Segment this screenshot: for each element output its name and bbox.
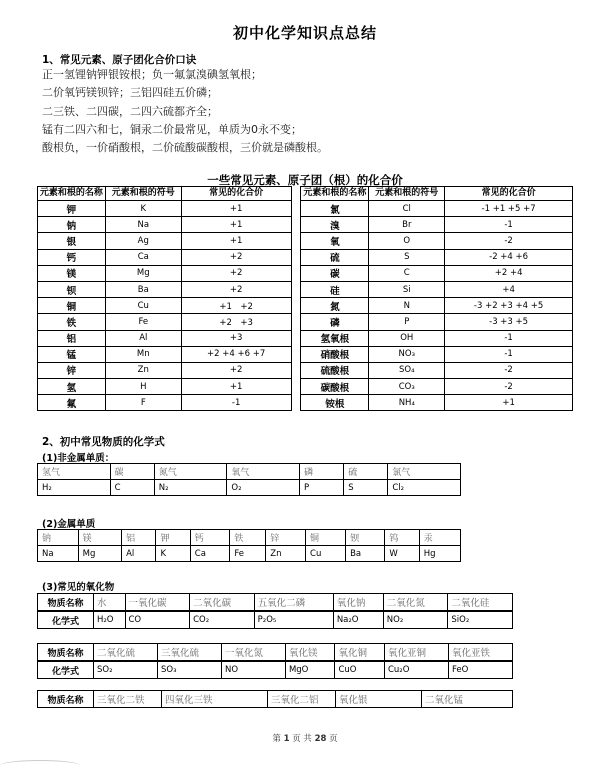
element-name: 硫酸根 xyxy=(301,362,369,378)
section1-heading: 1、常见元素、原子团化合价口诀 xyxy=(42,54,197,66)
element-name: 钡 xyxy=(38,281,106,297)
oxide-name: 二氧化氮 xyxy=(383,594,448,612)
table-gap xyxy=(291,233,301,249)
element-valence: +2 xyxy=(181,249,291,265)
oxide-formula: SO₂ xyxy=(94,661,158,679)
chemical-formula: Cl₂ xyxy=(388,480,461,496)
chemical-formula: S xyxy=(344,480,388,496)
page-number: 1 xyxy=(283,734,290,744)
header-name: 元素和根的名称 xyxy=(38,187,106,201)
table-row xyxy=(38,362,573,378)
metal-table xyxy=(37,529,461,562)
substance-name: 铝 xyxy=(122,530,156,546)
element-name: 铝 xyxy=(38,330,106,346)
table-gap xyxy=(291,346,301,362)
substance-name: 氢气 xyxy=(38,464,111,480)
element-valence: +2 +4 +6 +7 xyxy=(181,346,291,362)
header-valence: 常见的化合价 xyxy=(181,187,291,201)
element-name: 钾 xyxy=(38,201,106,217)
row-header: 物质名称 xyxy=(38,691,94,708)
element-valence: -1 xyxy=(445,217,573,233)
oxide-name: 氧化银 xyxy=(336,691,422,708)
element-valence: +1 xyxy=(181,201,291,217)
oxide-formula: P₂O₅ xyxy=(254,611,333,629)
element-name: 氧 xyxy=(301,233,369,249)
element-name: 硫 xyxy=(301,249,369,265)
nonmetal-table xyxy=(37,463,461,496)
substance-name: 碳 xyxy=(110,464,154,480)
header-name: 元素和根的名称 xyxy=(301,187,369,201)
table-row xyxy=(38,249,573,265)
chemical-formula: Hg xyxy=(419,546,460,562)
chemical-formula: O₂ xyxy=(227,480,300,496)
chemical-formula: Fe xyxy=(230,546,266,562)
oxide-formula: H₂O xyxy=(94,611,126,629)
element-symbol: Fe xyxy=(105,314,181,330)
chemical-formula: Na xyxy=(38,546,79,562)
oxide-table-2 xyxy=(37,643,513,679)
oxide-name: 氧化钠 xyxy=(333,594,383,612)
element-symbol: Ag xyxy=(105,233,181,249)
element-symbol: C xyxy=(369,265,445,281)
element-valence: -3 +2 +3 +4 +5 xyxy=(445,298,573,314)
element-name: 铜 xyxy=(38,298,106,314)
table-row xyxy=(38,298,573,314)
element-symbol: Al xyxy=(105,330,181,346)
element-name: 磷 xyxy=(301,314,369,330)
oxide-formula: CO xyxy=(125,611,190,629)
table-row xyxy=(38,217,573,233)
element-name: 钙 xyxy=(38,249,106,265)
chemical-formula: Zn xyxy=(266,546,306,562)
table-gap xyxy=(291,379,301,395)
oxide-name: 三氧化二铝 xyxy=(268,691,336,708)
oxide-formula: Na₂O xyxy=(333,611,383,629)
table-row xyxy=(38,265,573,281)
table-gap xyxy=(291,187,301,201)
oxide-formula: SiO₂ xyxy=(448,611,513,629)
valence-table-title: 一些常见元素、原子团（根）的化合价 xyxy=(207,173,403,187)
chemical-formula: Ba xyxy=(346,546,385,562)
element-symbol: NO₃ xyxy=(369,346,445,362)
substance-name: 钨 xyxy=(385,530,419,546)
element-valence: -2 +4 +6 xyxy=(445,249,573,265)
element-symbol: NH₄ xyxy=(369,395,445,411)
oxide-name: 二氧化硅 xyxy=(448,594,513,612)
element-valence: +2 xyxy=(181,281,291,297)
table-row xyxy=(38,330,573,346)
table-row xyxy=(38,346,573,362)
oxide-table-1 xyxy=(37,593,513,629)
element-valence: +1 xyxy=(181,217,291,233)
substance-name: 钙 xyxy=(190,530,230,546)
chemical-formula: C xyxy=(110,480,154,496)
footer-prefix: 第 xyxy=(272,734,281,744)
element-symbol: K xyxy=(105,201,181,217)
element-valence: +1 xyxy=(181,233,291,249)
element-name: 硅 xyxy=(301,281,369,297)
oxide-name: 氧化铜 xyxy=(335,644,385,662)
oxide-formula: Cu₂O xyxy=(384,661,448,679)
oxide-formula: NO₂ xyxy=(383,611,448,629)
oxide-formula: CO₂ xyxy=(190,611,255,629)
chemical-formula: K xyxy=(156,546,190,562)
chemical-formula: Ca xyxy=(190,546,230,562)
footer-suffix: 页 xyxy=(329,734,338,744)
element-symbol: Na xyxy=(105,217,181,233)
oxide-name: 四氧化三铁 xyxy=(162,691,268,708)
substance-name: 镁 xyxy=(78,530,121,546)
element-valence: -1 +1 +5 +7 xyxy=(445,201,573,217)
substance-name: 氮气 xyxy=(154,464,227,480)
element-name: 锰 xyxy=(38,346,106,362)
element-symbol: Cu xyxy=(105,298,181,314)
element-symbol: P xyxy=(369,314,445,330)
element-valence: -2 xyxy=(445,362,573,378)
element-symbol: S xyxy=(369,249,445,265)
element-name: 铁 xyxy=(38,314,106,330)
header-symbol: 元素和根的符号 xyxy=(105,187,181,201)
table-row xyxy=(38,314,573,330)
chemical-formula: Al xyxy=(122,546,156,562)
table-row xyxy=(38,281,573,297)
table-gap xyxy=(291,217,301,233)
rhyme-line: 二三铁、二四碳，二四六硫都齐全； xyxy=(42,104,218,118)
element-name: 氟 xyxy=(38,395,106,411)
element-symbol: Br xyxy=(369,217,445,233)
element-symbol: Si xyxy=(369,281,445,297)
row-header: 化学式 xyxy=(38,661,94,679)
page-title: 初中化学知识点总结 xyxy=(232,24,377,42)
oxide-formula: MgO xyxy=(285,661,335,679)
table-row xyxy=(38,201,573,217)
element-name: 溴 xyxy=(301,217,369,233)
element-symbol: OH xyxy=(369,330,445,346)
substance-name: 氯气 xyxy=(388,464,461,480)
oxide-name: 二氧化硫 xyxy=(94,644,158,662)
oxide-label: (3)常见的氧化物 xyxy=(42,582,115,593)
oxide-name: 三氧化硫 xyxy=(157,644,221,662)
element-name: 镁 xyxy=(38,265,106,281)
header-symbol: 元素和根的符号 xyxy=(369,187,445,201)
section2-heading: 2、初中常见物质的化学式 xyxy=(42,436,165,448)
element-symbol: N xyxy=(369,298,445,314)
table-gap xyxy=(291,265,301,281)
valence-table xyxy=(37,186,573,411)
element-valence: -2 xyxy=(445,233,573,249)
header-valence: 常见的化合价 xyxy=(445,187,573,201)
metal-label: (2)金属单质 xyxy=(42,519,96,530)
oxide-formula: SO₃ xyxy=(157,661,221,679)
element-valence: +4 xyxy=(445,281,573,297)
table-gap xyxy=(291,281,301,297)
table-gap xyxy=(291,298,301,314)
element-name: 氮 xyxy=(301,298,369,314)
element-name: 氯 xyxy=(301,201,369,217)
element-valence: -3 +3 +5 xyxy=(445,314,573,330)
table-row xyxy=(38,233,573,249)
chemical-formula: W xyxy=(385,546,419,562)
element-valence: +1 xyxy=(445,395,573,411)
element-valence: +3 xyxy=(181,330,291,346)
element-symbol: F xyxy=(105,395,181,411)
element-valence: +2 xyxy=(181,362,291,378)
element-valence: -1 xyxy=(445,346,573,362)
oxide-formula: FeO xyxy=(448,661,512,679)
table-gap xyxy=(291,330,301,346)
page-total: 28 xyxy=(314,734,327,744)
oxide-formula: CuO xyxy=(335,661,385,679)
table-gap xyxy=(291,395,301,411)
oxide-formula: NO xyxy=(221,661,285,679)
table-row xyxy=(38,395,573,411)
element-name: 钠 xyxy=(38,217,106,233)
element-symbol: CO₃ xyxy=(369,379,445,395)
oxide-name: 三氧化二铁 xyxy=(94,691,162,708)
chemical-formula: N₂ xyxy=(154,480,227,496)
element-symbol: SO₄ xyxy=(369,362,445,378)
table-gap xyxy=(291,362,301,378)
rhyme-line: 正一氢锂钠钾银铵根；负一氟氯溴碘氢氧根； xyxy=(42,68,262,81)
element-name: 氢 xyxy=(38,379,106,395)
oxide-name: 氧化镁 xyxy=(285,644,335,662)
chemical-formula: P xyxy=(299,480,343,496)
oxide-name: 氧化亚铜 xyxy=(384,644,448,662)
substance-name: 钾 xyxy=(156,530,190,546)
rhyme-line: 二价氧钙镁钡锌；三铝四硅五价磷； xyxy=(42,86,218,100)
element-valence: -1 xyxy=(445,330,573,346)
element-name: 碳 xyxy=(301,265,369,281)
row-header: 化学式 xyxy=(38,611,94,629)
element-symbol: Mg xyxy=(105,265,181,281)
substance-name: 硫 xyxy=(344,464,388,480)
table-gap xyxy=(291,314,301,330)
chemical-formula: Mg xyxy=(78,546,121,562)
element-symbol: Mn xyxy=(105,346,181,362)
table-gap xyxy=(291,249,301,265)
oxide-name: 五氧化二磷 xyxy=(254,594,333,612)
oxide-name: 氧化亚铁 xyxy=(448,644,512,662)
oxide-name: 二氧化锰 xyxy=(422,691,513,708)
chemical-formula: H₂ xyxy=(38,480,111,496)
substance-name: 钠 xyxy=(38,530,79,546)
element-valence: -1 xyxy=(181,395,291,411)
oxide-name: 水 xyxy=(94,594,126,612)
valence-rhyme xyxy=(42,66,328,157)
element-valence: +1 xyxy=(181,379,291,395)
substance-name: 磷 xyxy=(299,464,343,480)
oxide-name: 一氧化氮 xyxy=(221,644,285,662)
table-row xyxy=(38,379,573,395)
page-footer xyxy=(0,732,610,744)
oxide-name: 二氧化碳 xyxy=(190,594,255,612)
element-valence: +2 xyxy=(181,265,291,281)
element-symbol: Ca xyxy=(105,249,181,265)
page-curl-decoration xyxy=(0,760,80,771)
substance-name: 钡 xyxy=(346,530,385,546)
rhyme-line: 锰有二四六和七，铜汞二价最常见，单质为0永不变； xyxy=(42,122,302,136)
substance-name: 氧气 xyxy=(227,464,300,480)
element-valence: +1 +2 xyxy=(181,298,291,314)
substance-name: 铁 xyxy=(230,530,266,546)
element-name: 硝酸根 xyxy=(301,346,369,362)
oxide-name: 一氧化碳 xyxy=(125,594,190,612)
element-name: 锌 xyxy=(38,362,106,378)
element-symbol: Ba xyxy=(105,281,181,297)
element-symbol: H xyxy=(105,379,181,395)
substance-name: 汞 xyxy=(419,530,460,546)
row-header: 物质名称 xyxy=(38,594,94,612)
rhyme-line: 酸根负，一价硝酸根，二价硫酸碳酸根，三价就是磷酸根。 xyxy=(42,141,328,155)
row-header: 物质名称 xyxy=(38,644,94,662)
element-name: 银 xyxy=(38,233,106,249)
element-valence: +2 +3 xyxy=(181,314,291,330)
element-name: 氢氧根 xyxy=(301,330,369,346)
table-gap xyxy=(291,201,301,217)
element-symbol: O xyxy=(369,233,445,249)
element-name: 碳酸根 xyxy=(301,379,369,395)
element-valence: +2 +4 xyxy=(445,265,573,281)
substance-name: 锌 xyxy=(266,530,306,546)
element-name: 铵根 xyxy=(301,395,369,411)
element-symbol: Cl xyxy=(369,201,445,217)
chemical-formula: Cu xyxy=(306,546,346,562)
element-valence: -2 xyxy=(445,379,573,395)
element-symbol: Zn xyxy=(105,362,181,378)
oxide-table-3 xyxy=(37,690,513,708)
footer-middle: 页 共 xyxy=(292,734,312,744)
nonmetal-label: (1)非金属单质： xyxy=(42,453,115,464)
substance-name: 铜 xyxy=(306,530,346,546)
